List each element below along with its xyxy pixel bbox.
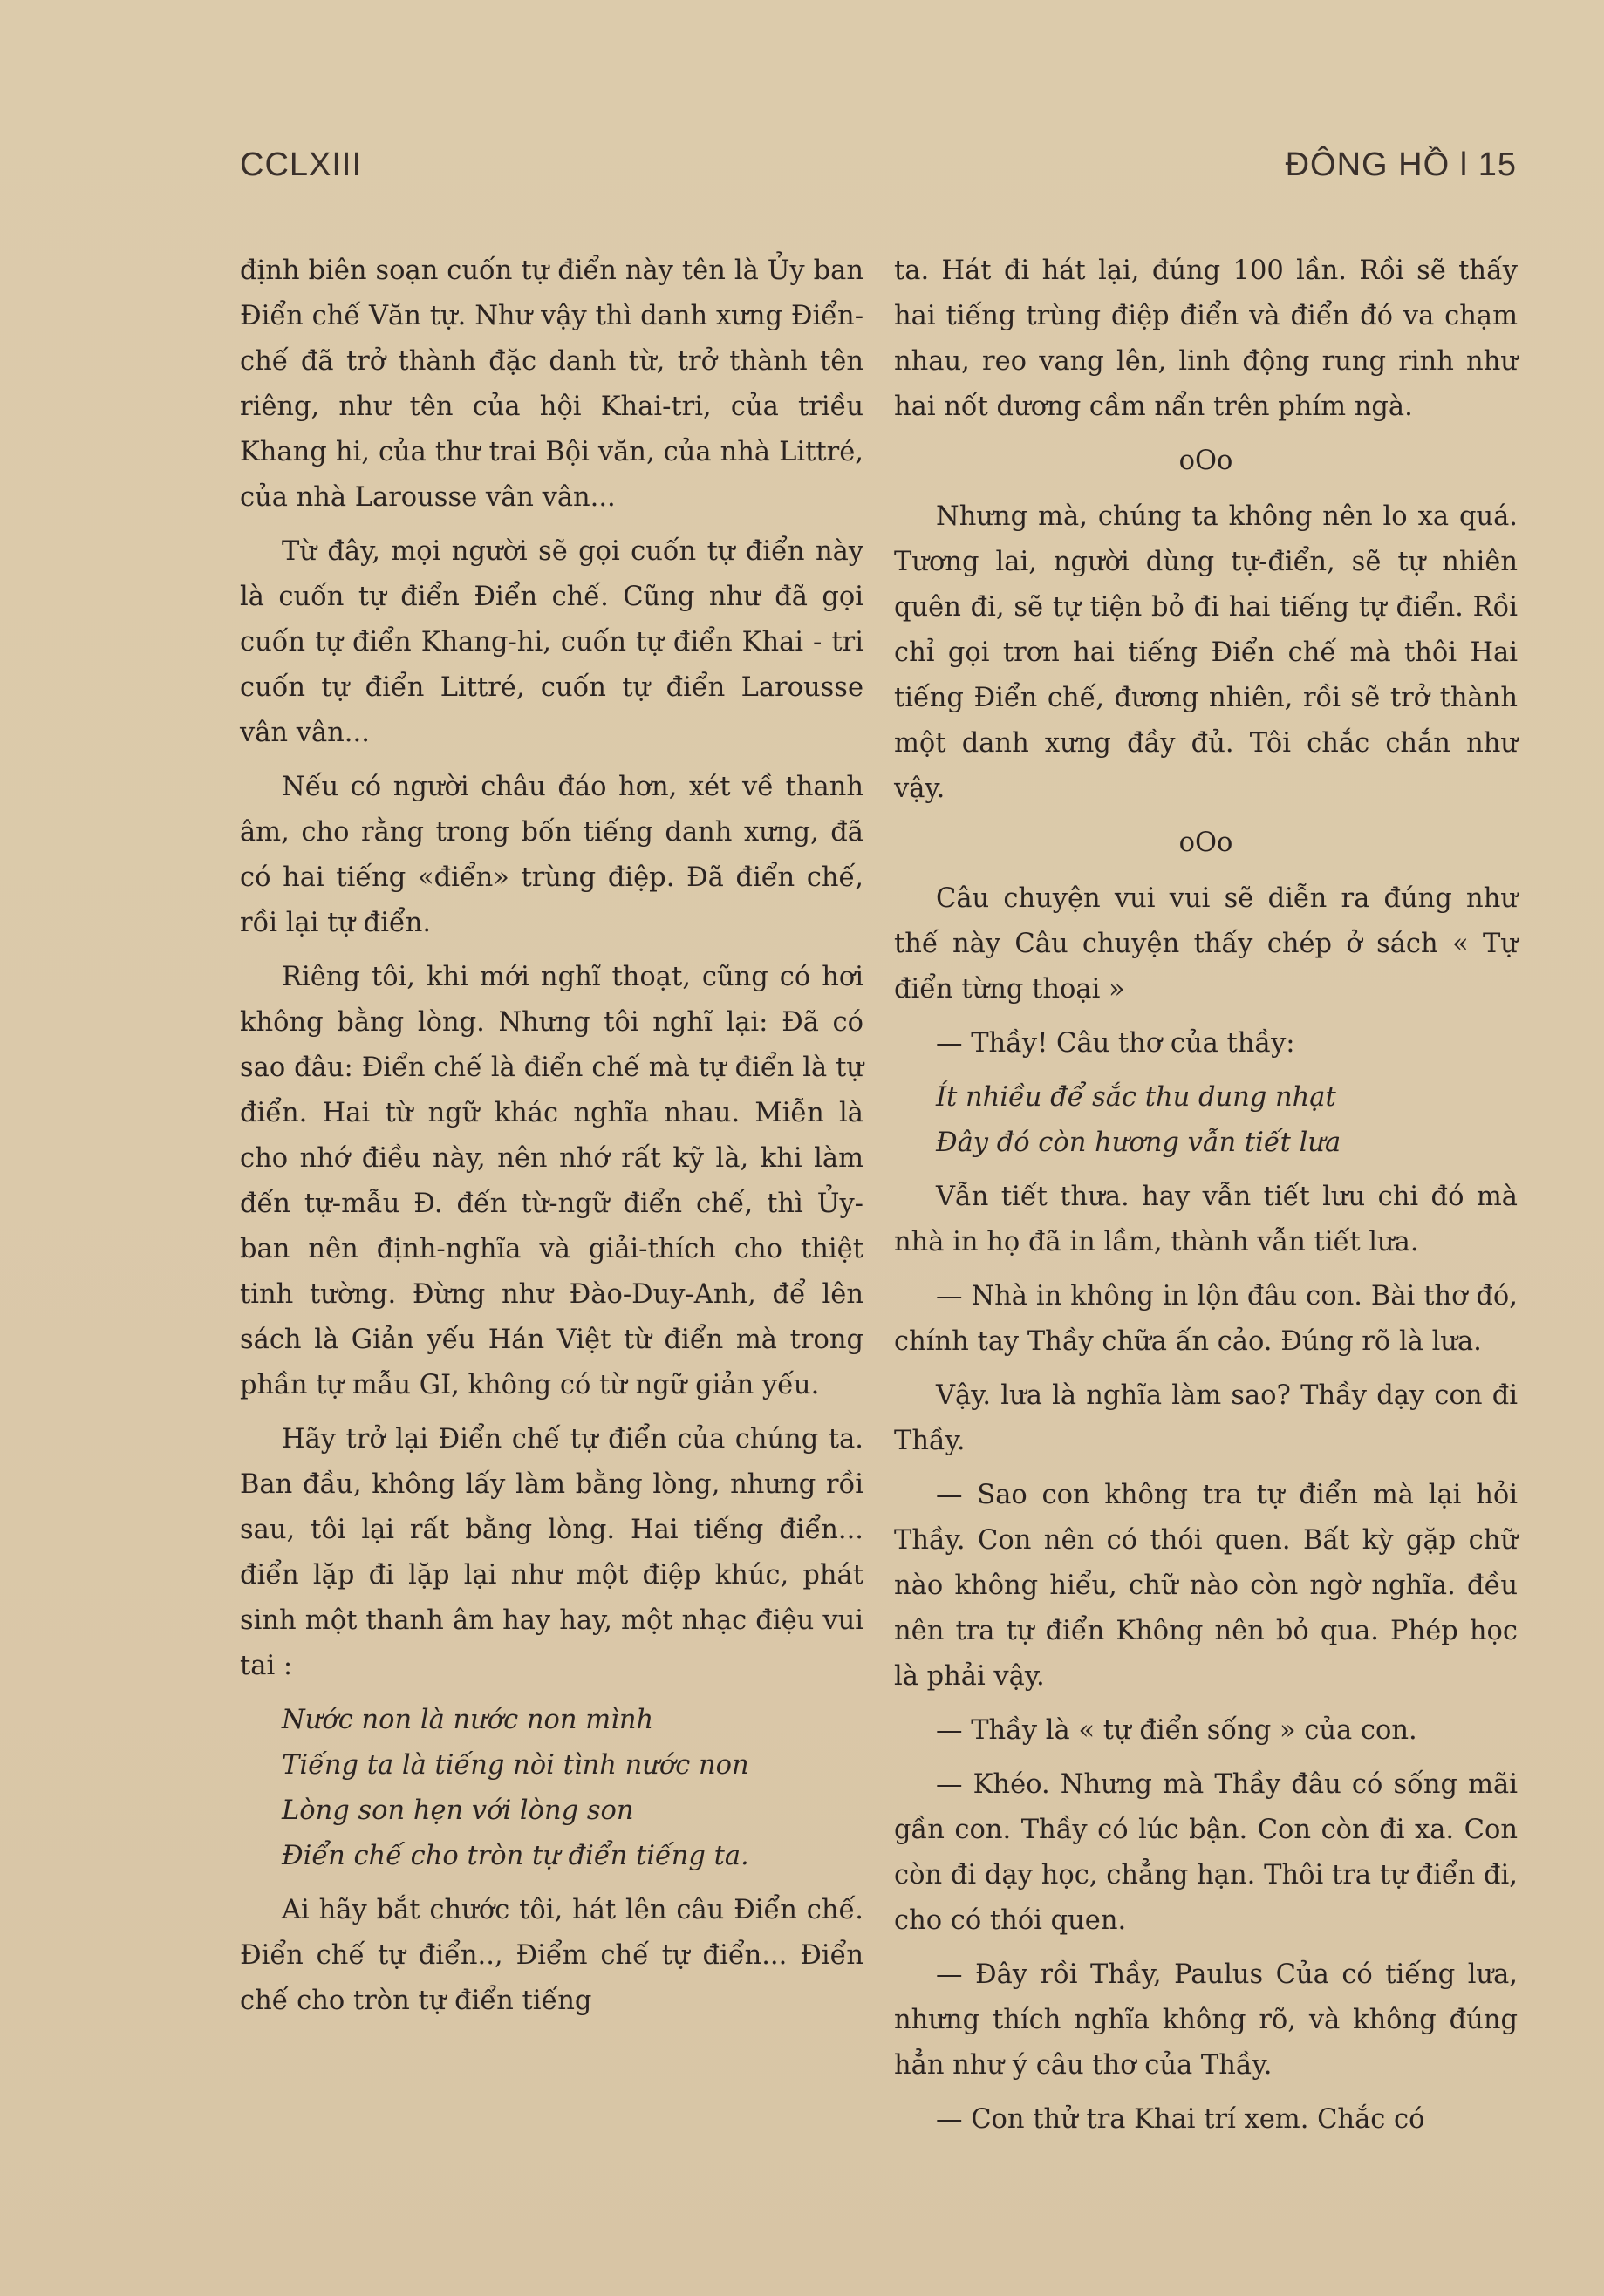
paragraph: Nhưng mà, chúng ta không nên lo xa quá. Tương lai, người dùng tự-điển, sẽ tự nhiên quên đi, sẽ tự tiện bỏ đi hai tiếng tự điển. Rồi chỉ gọi trơn hai tiếng Điển chế mà thôi Hai tiếng Điển chế, đương nhiên, rồi sẽ trở thành một danh xưng đầy đủ. Tôi chắc chắn như vậy.: [894, 501, 1518, 804]
poem-line: Điển chế cho tròn tự điển tiếng ta.: [282, 1841, 749, 1871]
section-separator: oOo: [1178, 828, 1233, 858]
paragraph: Vẫn tiết thưa. hay vẫn tiết lưu chi đó mà nhà in họ đã in lầm, thành vẫn tiết lưa.: [894, 1182, 1518, 1257]
right-column: [894, 249, 1518, 2151]
paragraph: Ai hãy bắt chước tôi, hát lên câu Điển chế. Điển chế tự điển.., Điểm chế tự điển... Điển chế cho tròn tự điển tiếng: [240, 1895, 863, 2016]
dialogue-line: — Khéo. Nhưng mà Thầy đâu có sống mãi gần con. Thầy có lúc bận. Con còn đi xa. Con còn đi dạy học, chẳng hạn. Thôi tra tự điển đi, cho có thói quen.: [894, 1769, 1518, 1936]
paragraph: Hãy trở lại Điển chế tự điển của chúng ta. Ban đầu, không lấy làm bằng lòng, nhưng rồi sau, tôi lại rất bằng lòng. Hai tiếng điển... điển lặp đi lặp lại như một điệp khúc, phát sinh một thanh âm hay hay, một nhạc điệu vui tai :: [240, 1424, 863, 1681]
paragraph: Nếu có người châu đáo hơn, xét về thanh âm, cho rằng trong bốn tiếng danh xưng, đã có hai tiếng «điển» trùng điệp. Đã điển chế, rồi lại tự điển.: [240, 772, 863, 938]
paragraph: Riêng tôi, khi mới nghĩ thoạt, cũng có hơi không bằng lòng. Nhưng tôi nghĩ lại: Đã có sao đâu: Điển chế là điển chế mà tự điển là tự điển. Hai từ ngữ khác nghĩa nhau. Miễn là cho nhớ điều này, nên nhớ rất kỹ là, khi làm đến tự-mẫu Đ. đến từ-ngữ điển chế, thì Ủy-ban nên định-nghĩa và giải-thích cho thiệt tinh tường. Đừng như Đào-Duy-Anh, để lên sách là Giản yếu Hán Việt từ điển mà trong phần tự mẫu GI, không có từ ngữ giản yếu.: [240, 962, 863, 1400]
paragraph: Câu chuyện vui vui sẽ diễn ra đúng như thế này Câu chuyện thấy chép ở sách « Tự điển từng thoại »: [894, 883, 1518, 1005]
dialogue-line: — Thầy là « tự điển sống » của con.: [936, 1715, 1417, 1746]
poem-line: Ít nhiều để sắc thu dung nhạt: [936, 1082, 1336, 1113]
dialogue-line: — Nhà in không in lộn đâu con. Bài thơ đó, chính tay Thầy chữa ấn cảo. Đúng rõ là lưa.: [894, 1281, 1518, 1357]
section-separator: oOo: [1178, 446, 1233, 476]
poem-line: Đây đó còn hương vẫn tiết lưa: [936, 1128, 1341, 1158]
poem: [894, 1075, 1518, 1166]
paragraph: ta. Hát đi hát lại, đúng 100 lần. Rồi sẽ thấy hai tiếng trùng điệp điển và điển đó va chạm nhau, reo vang lên, linh động rung rinh như hai nốt dương cầm nẩn trên phím ngà.: [894, 255, 1518, 422]
poem: [240, 1698, 863, 1879]
poem-line: Lòng son hẹn với lòng son: [282, 1795, 634, 1826]
paragraph: định biên soạn cuốn tự điển này tên là Ủy ban Điển chế Văn tự. Như vậy thì danh xưng Điển-chế đã trở thành đặc danh từ, trở thành tên riêng, như tên của hội Khai-tri, của triều Khang hi, của thư trai Bội văn, của nhà Littré, của nhà Larousse vân vân...: [240, 255, 863, 513]
dialogue-line: — Con thử tra Khai trí xem. Chắc có: [936, 2104, 1425, 2135]
chapter-numeral: CCLXIII: [240, 146, 363, 183]
page-header: [240, 146, 1517, 199]
dialogue-line: — Thầy! Câu thơ của thầy:: [936, 1028, 1295, 1059]
paragraph: Từ đây, mọi người sẽ gọi cuốn tự điển này là cuốn tự điển Điển chế. Cũng như đã gọi cuốn tự điển Khang-hi, cuốn tự điển Khai - tri cuốn tự điển Littré, cuốn tự điển Larousse vân vân...: [240, 536, 863, 748]
dialogue-line: Vậy. lưa là nghĩa làm sao? Thầy dạy con đi Thầy.: [894, 1380, 1518, 1456]
running-head: ĐÔNG HỒ l 15: [1285, 146, 1517, 183]
dialogue-line: — Đây rồi Thầy, Paulus Của có tiếng lưa, nhưng thích nghĩa không rõ, và không đúng hẳn như ý câu thơ của Thầy.: [894, 1959, 1518, 2081]
left-column: [240, 249, 863, 2033]
poem-line: Tiếng ta là tiếng nòi tình nước non: [282, 1750, 749, 1781]
poem-line: Nước non là nước non mình: [282, 1705, 654, 1735]
dialogue-line: — Sao con không tra tự điển mà lại hỏi Thầy. Con nên có thói quen. Bất kỳ gặp chữ nào không hiểu, chữ nào còn ngờ nghĩa. đều nên tra tự điển Không nên bỏ qua. Phép học là phải vậy.: [894, 1480, 1518, 1692]
